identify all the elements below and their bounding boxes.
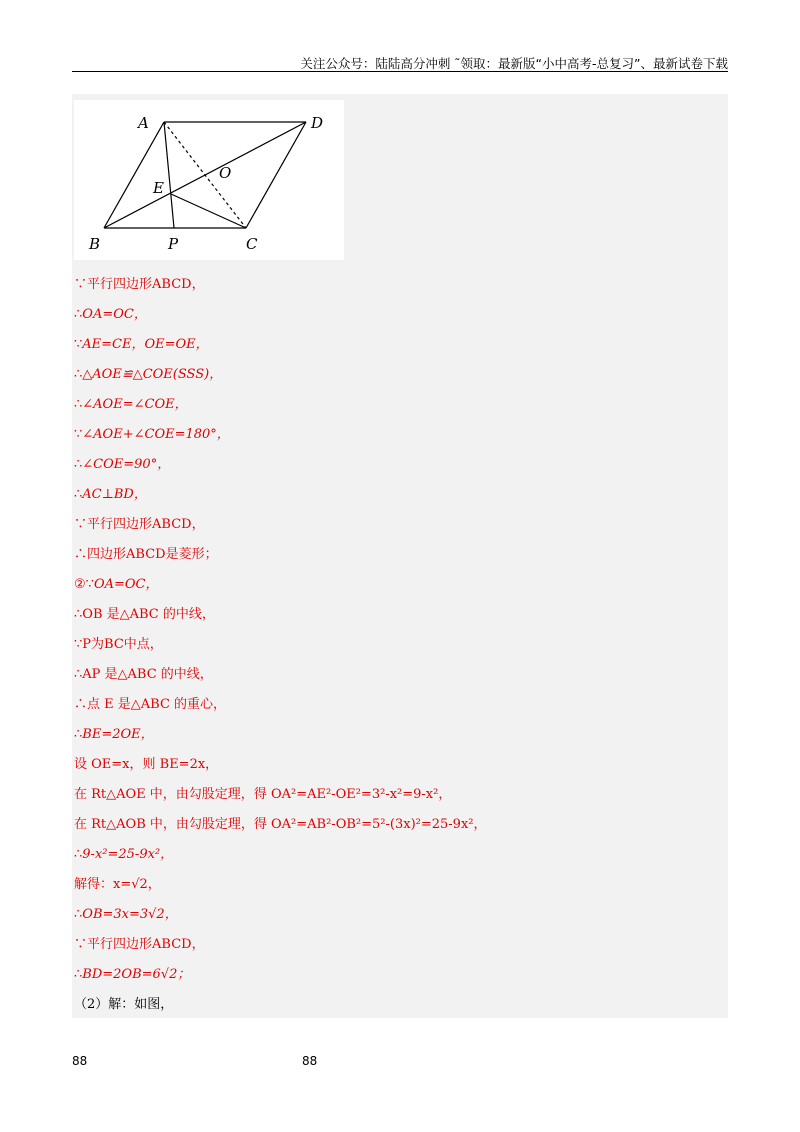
diagonal-ac (164, 122, 246, 228)
solution-line: ∵平行四边形ABCD， (74, 517, 205, 532)
solution-line: 在 Rt△AOB 中，由勾股定理，得 OA²=AB²-OB²=5²-(3x)²=25-9x²， (74, 817, 487, 832)
solution-line: ∴OA=OC， (74, 307, 147, 322)
solution-line: ②∵OA=OC， (74, 577, 159, 592)
solution-line: ∴BE=2OE， (74, 727, 154, 742)
page-number-center: 88 (302, 1054, 318, 1068)
solution-line: ∴OB=3x=3√2， (74, 907, 178, 922)
solution-line: ∵平行四边形ABCD， (74, 277, 205, 292)
label-e: E (153, 179, 164, 197)
solution-line: ∴OB 是△ABC 的中线， (74, 607, 215, 622)
label-p: P (168, 235, 179, 253)
solution-lines (74, 270, 724, 1020)
header-rule (72, 71, 728, 72)
parallelogram-figure (74, 100, 344, 260)
solution-line: ∴∠COE=90°， (74, 457, 171, 472)
solution-line: 解得：x=√2， (74, 877, 161, 892)
solution-line: ∴BD=2OB=6√2； (74, 967, 191, 982)
solution-line: 设 OE=x，则 BE=2x， (74, 757, 219, 772)
solution-line: ∴△AOE≌△COE(SSS)， (74, 367, 223, 382)
solution-line: ∴点 E 是△ABC 的重心， (74, 697, 227, 712)
solution-line: ∵平行四边形ABCD， (74, 937, 205, 952)
label-o: O (219, 164, 232, 182)
label-c: C (246, 235, 258, 253)
solution-line: ∴四边形ABCD是菱形； (74, 547, 218, 562)
solution-line: ∴AC⊥BD， (74, 487, 147, 502)
solution-line: （2）解：如图， (74, 997, 174, 1012)
solution-line: 在 Rt△AOE 中，由勾股定理，得 OA²=AE²-OE²=3²-x²=9-x²， (74, 787, 452, 802)
solution-line: ∴9-x²=25-9x²， (74, 847, 174, 862)
solution-line: ∵AE=CE，OE=OE， (74, 337, 209, 352)
solution-line: ∴∠AOE=∠COE， (74, 397, 188, 412)
page-number-left: 88 (72, 1054, 88, 1068)
label-d: D (311, 114, 324, 132)
segment-ec (171, 194, 246, 228)
label-b: B (89, 235, 101, 253)
label-a: A (138, 114, 149, 132)
solution-line: ∵∠AOE+∠COE=180°， (74, 427, 230, 442)
segment-ap (164, 122, 174, 228)
solution-line: ∴AP 是△ABC 的中线， (74, 667, 213, 682)
page-header: 关注公众号：陆陆高分冲刺 ˜领取：最新版“小中高考-总复习”、最新试卷下载 (300, 56, 728, 71)
solution-line: ∵P为BC中点， (74, 637, 163, 652)
